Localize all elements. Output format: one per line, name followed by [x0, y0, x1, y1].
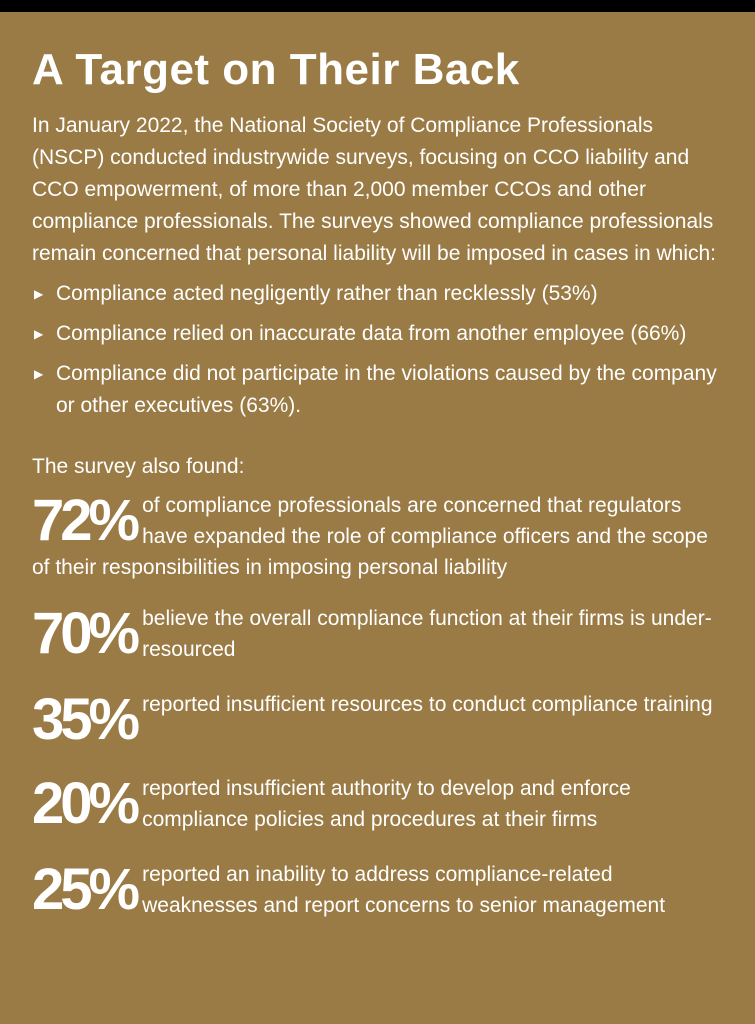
triangle-right-icon: ▶ [34, 327, 44, 341]
box-title: A Target on Their Back [32, 45, 520, 94]
stat-block [32, 773, 722, 835]
stat-description: believe the overall compliance function at their firms is under-resourced [142, 607, 712, 661]
stat-description: of compliance professionals are concerned that regulators have expanded the role of compliance officers and the scope of their responsibilities in imposing personal liability [32, 494, 708, 579]
triangle-right-icon: ▶ [34, 287, 44, 301]
concern-list [32, 278, 722, 422]
list-item [32, 318, 722, 350]
list-item [32, 358, 722, 422]
stat-percentage: 20% [32, 771, 137, 836]
stat-block [32, 687, 722, 752]
triangle-right-icon: ▶ [34, 367, 44, 381]
stat-percentage: 70% [32, 601, 137, 666]
sidebar-box [32, 40, 722, 945]
survey-intro: The survey also found: [32, 455, 245, 478]
top-bar [0, 0, 755, 12]
list-item-text: Compliance did not participate in the violations caused by the company or other executives (63%). [56, 362, 717, 417]
list-item [32, 278, 722, 310]
stat-description: reported insufficient authority to develop and enforce compliance policies and procedures at their firms [142, 777, 631, 831]
stat-block [32, 603, 722, 665]
stat-percentage: 25% [32, 857, 137, 922]
stat-block [32, 490, 722, 583]
stat-percentage: 35% [32, 687, 137, 752]
stat-block [32, 859, 722, 921]
stat-percentage: 72% [32, 488, 137, 553]
list-item-text: Compliance relied on inaccurate data from another employee (66%) [56, 322, 687, 345]
list-item-text: Compliance acted negligently rather than recklessly (53%) [56, 282, 598, 305]
intro-paragraph: In January 2022, the National Society of Compliance Professionals (NSCP) conducted industrywide surveys, focusing on CCO liability and CCO empowerment, of more than 2,000 member CCOs and other compliance professionals. The surveys showed compliance professionals remain concerned that personal liability will be imposed in cases in which: [32, 114, 717, 265]
stat-description: reported insufficient resources to conduct compliance training [142, 693, 713, 716]
stat-description: reported an inability to address compliance-related weaknesses and report concerns to senior management [142, 863, 666, 917]
